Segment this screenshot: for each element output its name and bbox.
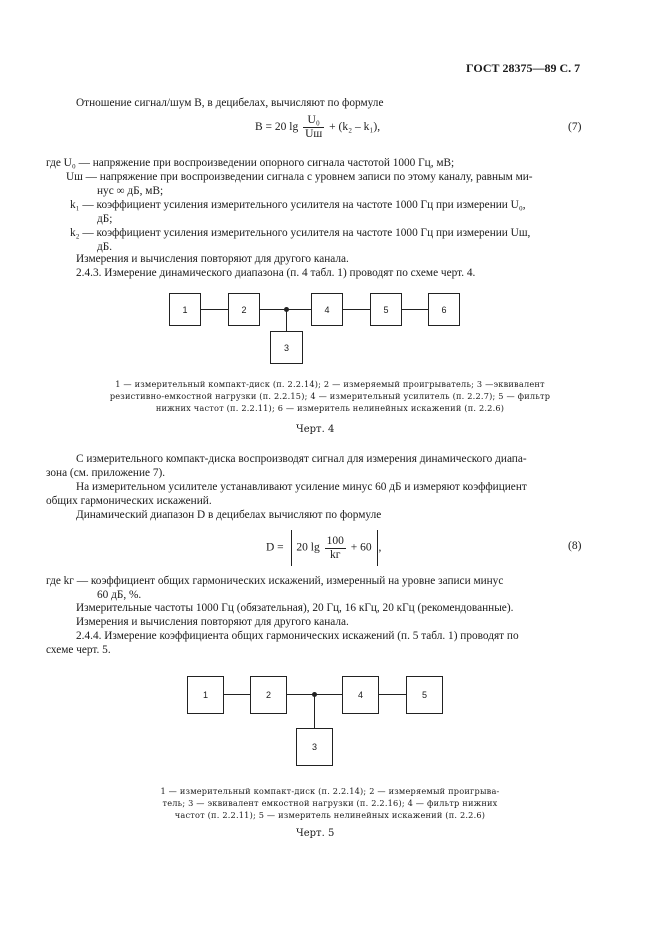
fig5-block-3: 3 [296,728,333,766]
def-k2-cont: дБ. [97,241,113,253]
def-k1: k₁ — коэффициент усиления измерительного усилителя на частоте 1000 Гц при измерении U₀, [70,199,526,211]
fig5-caption-line: частот (п. 2.2.11); 5 — измеритель нелинейных искажений (п. 2.2.6) [174,810,486,820]
formula-8-fraction [325,535,346,562]
formula-7-num: U₀ [303,114,324,128]
fig5-caption [140,785,520,821]
fig4-caption-line: 1 — измерительный компакт-диск (п. 2.2.14); 2 — измеряемый проигрыватель; 3 —эквивалент [115,379,545,389]
fig5-block-5: 5 [406,676,443,714]
formula-8-abs-right [377,530,378,566]
freqs-line: Измерительные частоты 1000 Гц (обязательная), 20 Гц, 16 кГц, 20 кГц (рекомендованные). [76,602,514,614]
formula-8-inner-b: + 60 [350,541,372,554]
def-k2: k₂ — коэффициент усиления измерительного усилителя на частоте 1000 Гц при измерении Uш, [70,227,531,239]
fig4-block-5: 5 [370,293,402,326]
intro-line: Отношение сигнал/шум B, в децибелах, вычисляют по формуле [76,97,384,109]
formula-8-lhs: D = [266,541,284,554]
section-2-4-3: 2.4.3. Измерение динамического диапазона (п. 4 табл. 1) проводят по схеме черт. 4. [76,267,476,279]
fig4-block-4: 4 [311,293,343,326]
fig4-block-1: 1 [169,293,201,326]
fig4-caption-line: резистивно-емкостной нагрузки (п. 2.2.15); 4 — измерительный усилитель (п. 2.2.7); 5 — фильтр [109,391,551,401]
def-kg: где kг — коэффициент общих гармонических искажений, измеренный на уровне записи минус [46,575,504,587]
page-header: ГОСТ 28375—89 С. 7 [466,61,581,75]
fig5-block-2: 2 [250,676,287,714]
formula-7-den: Uш [305,128,323,140]
equation-number-7: (7) [568,121,582,133]
fig4-junction [284,307,289,312]
section-2-4-4-line-2: схеме черт. 5. [46,644,111,656]
repeat-line-2: Измерения и вычисления повторяют для другого канала. [76,616,349,628]
formula-7-fraction [303,114,324,141]
fig5-block-4: 4 [342,676,379,714]
para-b-line-1: На измерительном усилителе устанавливают усиление минус 60 дБ и измеряют коэффициент [76,481,527,493]
formula-7 [255,114,380,141]
formula-8-den: kг [330,548,341,561]
formula-7-rhs: + (k₂ – k₁), [329,121,381,134]
formula-7-lhs: B = 20 lg [255,121,299,134]
formula-8-tail: , [378,541,382,554]
def-ush-cont: нус ∞ дБ, мВ; [97,185,164,197]
formula-8-abs-left [291,530,292,566]
formula-8-num: 100 [326,534,344,547]
fig4-caption-line: нижних частот (п. 2.2.11); 6 — измеритель нелинейных искажений (п. 2.2.6) [155,403,505,413]
equation-number-8: (8) [568,540,582,552]
formula-8-inner-a: 20 lg [296,541,320,554]
fig5-caption-line: тель; 3 — эквивалент емкостной нагрузки (п. 2.2.16); 4 — фильтр нижних [162,798,498,808]
para-a-line-1: С измерительного компакт-диска воспроизводят сигнал для измерения динамического диапа- [76,453,527,465]
fig4-label: Черт. 4 [296,424,335,435]
repeat-line-1: Измерения и вычисления повторяют для другого канала. [76,253,349,265]
def-k1-cont: дБ; [97,213,113,225]
fig4-wire-branch [286,309,287,331]
def-u0: где U₀ — напряжение при воспроизведении опорного сигнала частотой 1000 Гц, мВ; [46,157,455,169]
section-2-4-4-line-1: 2.4.4. Измерение коэффициента общих гармонических искажений (п. 5 табл. 1) проводят по [76,630,519,642]
fig5-junction [312,692,317,697]
para-b-line-2: общих гармонических искажений. [46,495,212,507]
fig5-caption-line: 1 — измерительный компакт-диск (п. 2.2.14); 2 — измеряемый проигрыва- [160,786,500,796]
formula-8 [266,530,381,566]
fig5-block-1: 1 [187,676,224,714]
fig4-block-2: 2 [228,293,260,326]
fig4-block-6: 6 [428,293,460,326]
fig4-block-3: 3 [270,331,303,364]
fig4-caption [100,378,560,414]
para-c: Динамический диапазон D в децибелах вычисляют по формуле [76,509,382,521]
para-a-line-2: зона (см. приложение 7). [46,467,166,479]
def-ush: Uш — напряжение при воспроизведении сигнала с уровнем записи по этому каналу, равным ми- [66,171,533,183]
fig5-label: Черт. 5 [296,828,335,839]
fig5-wire-branch [314,694,315,728]
def-kg-cont: 60 дБ, %. [97,589,142,601]
